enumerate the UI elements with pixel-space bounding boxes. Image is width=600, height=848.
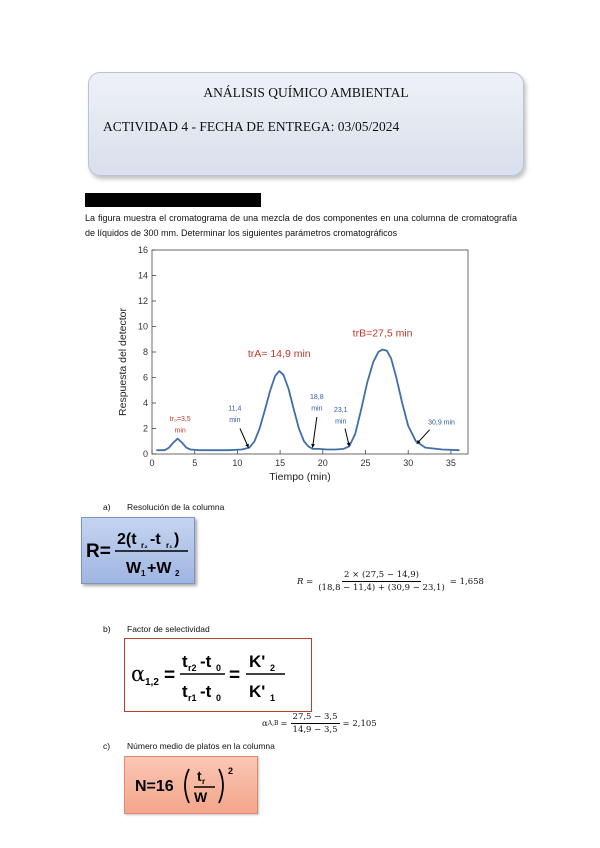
svg-text:1: 1 [270, 693, 276, 703]
y-tick-label: 12 [137, 296, 148, 306]
selectivity-equals: = [280, 718, 288, 729]
svg-text:r: r [202, 777, 206, 786]
redacted-bar [85, 193, 261, 207]
resolution-calculation [297, 570, 484, 593]
y-tick-label: 0 [142, 449, 148, 459]
peak-annotation: 30,9 min [428, 419, 455, 427]
svg-text:=: = [229, 665, 241, 686]
document-title: ANÁLISIS QUÍMICO AMBIENTAL [203, 85, 409, 100]
header-box [88, 72, 524, 176]
selectivity-formula [125, 639, 311, 711]
peak-annotation: min [335, 418, 347, 426]
resolution-numerator: 2 × (27,5 − 14,9) [344, 570, 419, 580]
x-tick-label: 0 [149, 458, 155, 468]
selectivity-result: = 2,105 [342, 718, 377, 729]
svg-text:-t: -t [200, 652, 212, 671]
selectivity-lhs-sub: A,B [267, 720, 279, 727]
selectivity-fraction [291, 712, 340, 735]
peak-annotation: min [311, 405, 323, 413]
resolution-denominator: (18,8 − 11,4) + (30,9 − 23,1) [318, 583, 445, 593]
resolution-lhs: R = [297, 576, 314, 587]
document-subtitle: ACTIVIDAD 4 - FECHA DE ENTREGA: 03/05/2024 [103, 119, 400, 134]
svg-text:W: W [126, 560, 142, 577]
svg-text:K': K' [249, 682, 266, 701]
peak-annotation: 11,4 [228, 405, 242, 413]
svg-text:r1: r1 [188, 693, 197, 703]
x-tick-label: 30 [403, 458, 414, 468]
selectivity-calculation [262, 712, 377, 735]
section-c-text: Número medio de platos en la columna [127, 741, 275, 751]
resolution-result: = 1,658 [449, 576, 484, 587]
peak-annotation: trB=27,5 min [352, 327, 413, 340]
section-a-label [103, 502, 224, 512]
y-tick-label: 8 [142, 347, 148, 357]
peak-annotation: min [229, 417, 241, 425]
y-tick-label: 6 [142, 372, 148, 383]
y-tick-label: 14 [137, 270, 148, 281]
section-a-letter: a) [103, 502, 111, 512]
peak-annotation: 18,8 [310, 394, 324, 402]
selectivity-numerator: 27,5 − 3,5 [292, 712, 338, 722]
selectivity-formula-box [124, 638, 312, 712]
selectivity-lhs: α [262, 718, 268, 729]
peak-annotation: trA= 14,9 min [247, 348, 311, 361]
svg-text:0: 0 [216, 693, 222, 703]
x-tick-label: 10 [232, 458, 243, 468]
x-tick-label: 20 [317, 458, 328, 468]
resolution-formula [82, 518, 194, 583]
svg-text:r2: r2 [188, 663, 197, 673]
svg-text:N=16: N=16 [135, 778, 174, 795]
svg-text:-t: -t [150, 531, 161, 548]
y-tick-label: 10 [137, 321, 148, 332]
x-axis-label: Tiempo (min) [269, 471, 331, 483]
svg-text:K': K' [249, 652, 266, 671]
chromatogram-chart [110, 242, 480, 494]
intro-paragraph: La figura muestra el cromatograma de una mezcla de dos componentes en una columna de cromatografía de líquidos de 300 mm. Determinar los siguientes parámetros cromatográficos [85, 213, 517, 238]
section-b-label [103, 624, 210, 634]
svg-text:0: 0 [216, 663, 222, 673]
svg-text:): ) [174, 531, 180, 548]
svg-text:R=: R= [86, 541, 111, 562]
svg-text:t: t [182, 652, 188, 671]
svg-text:α: α [131, 662, 146, 686]
section-a-text: Resolución de la columna [127, 502, 225, 512]
x-tick-label: 25 [360, 458, 371, 468]
svg-text:+W: +W [147, 560, 172, 577]
x-tick-label: 5 [192, 458, 198, 468]
y-tick-label: 16 [137, 245, 148, 255]
svg-text:2: 2 [228, 766, 234, 776]
svg-text:2: 2 [270, 663, 276, 673]
svg-text:2: 2 [175, 569, 180, 578]
svg-text:t: t [182, 682, 188, 701]
selectivity-denominator: 14,9 − 3,5 [292, 725, 338, 735]
section-b-letter: b) [103, 624, 111, 634]
svg-text:t: t [197, 768, 202, 784]
peak-annotation: min [174, 427, 186, 435]
svg-text:2(t: 2(t [117, 531, 137, 548]
plates-formula [125, 757, 257, 813]
resolution-formula-box [81, 517, 195, 584]
svg-text:W: W [194, 789, 208, 805]
resolution-fraction [316, 570, 447, 593]
y-axis-label: Respuesta del detector [117, 308, 129, 416]
section-b-text: Factor de selectividad [127, 624, 210, 634]
peak-annotation: tr₀=3,5 [169, 415, 191, 423]
svg-text:r₁: r₁ [166, 541, 173, 550]
x-tick-label: 15 [275, 458, 286, 468]
section-c-letter: c) [103, 741, 111, 751]
svg-text:=: = [164, 665, 176, 686]
svg-text:1,2: 1,2 [145, 677, 159, 688]
svg-text:r₂: r₂ [141, 541, 148, 550]
y-tick-label: 4 [142, 398, 148, 408]
plates-formula-box [124, 756, 258, 814]
y-tick-label: 2 [142, 423, 148, 434]
svg-text:-t: -t [200, 682, 212, 701]
peak-annotation: 23,1 [333, 406, 348, 414]
x-tick-label: 35 [445, 458, 456, 468]
section-c-label [103, 741, 275, 751]
svg-text:1: 1 [141, 569, 146, 578]
